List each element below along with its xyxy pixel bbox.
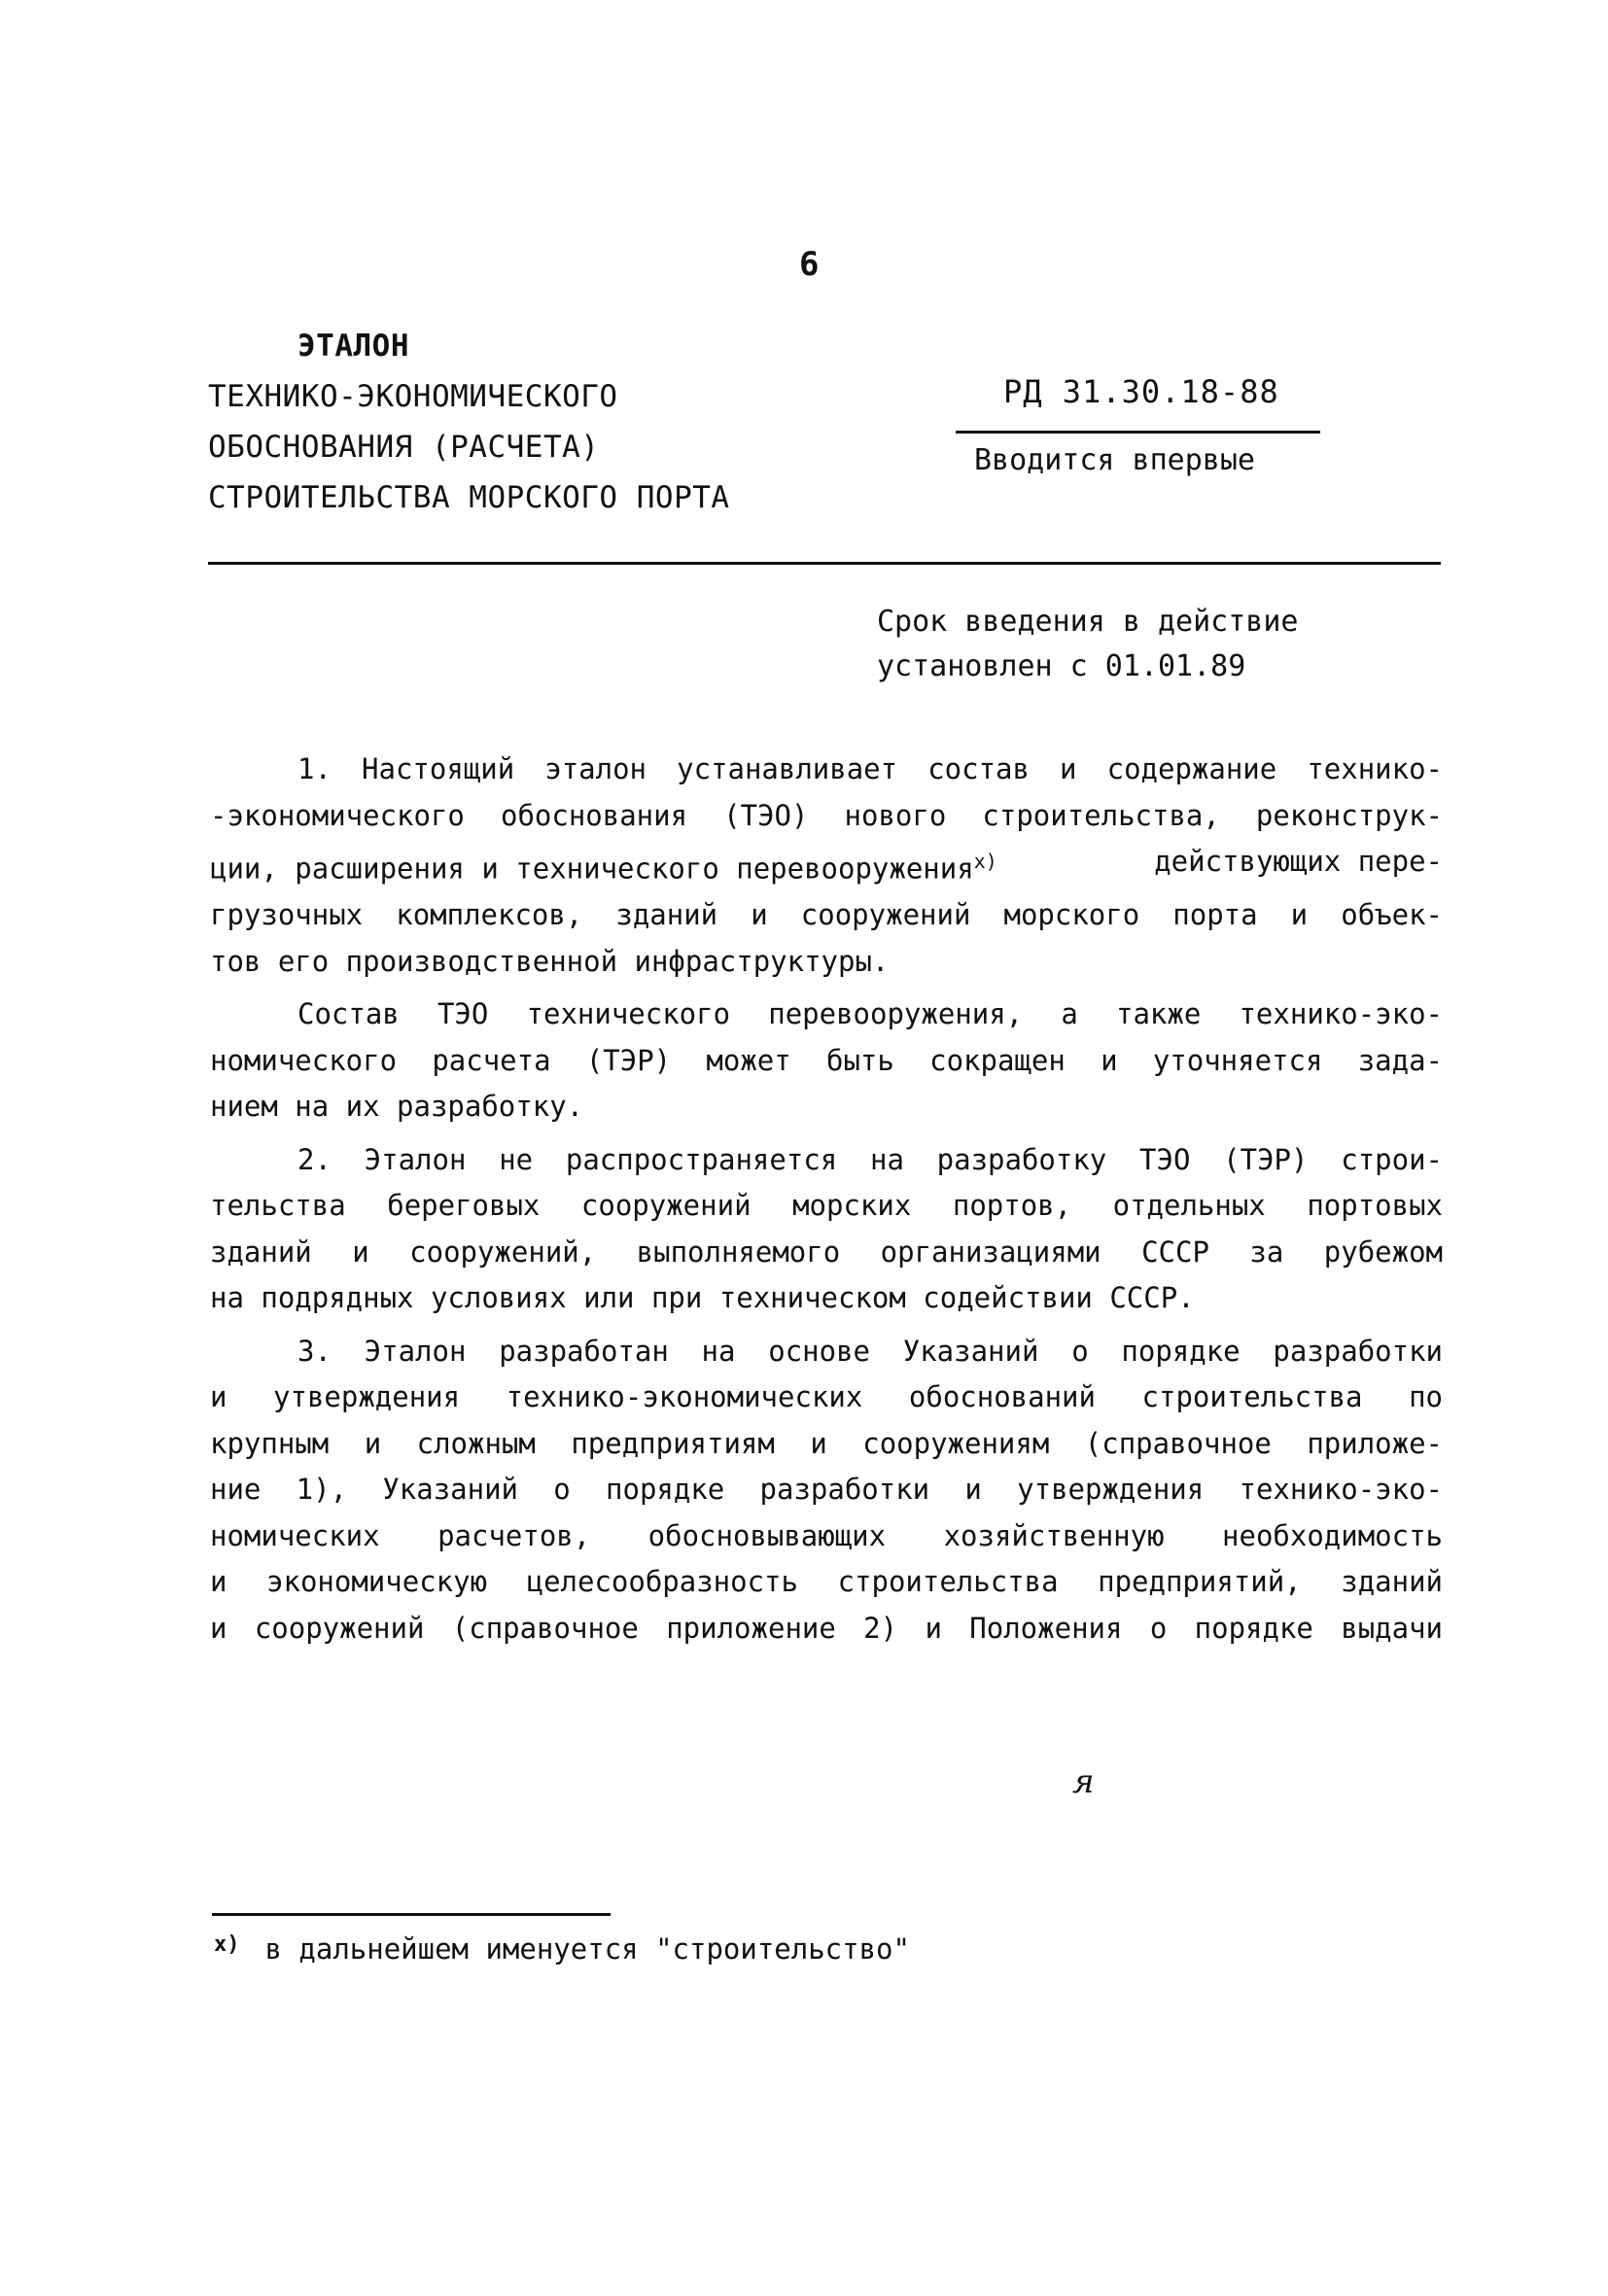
- paragraph-line: тельства береговых сооружений морских портов, отдельных портовых: [210, 1189, 1443, 1223]
- paragraph-line: номических расчетов, обосновывающих хозяйственную необходимость: [210, 1518, 1443, 1552]
- title-line: ОБОСНОВАНИЯ (РАСЧЕТА): [208, 430, 600, 465]
- page-number: 6: [799, 245, 820, 284]
- paragraph-line: нием на их разработку.: [210, 1090, 584, 1124]
- footnote-divider: [212, 1913, 611, 1916]
- body-text: [210, 747, 1443, 1652]
- paragraph-line-text: ции, расширения и технического перевооружения: [210, 852, 974, 886]
- document-title: [208, 321, 730, 523]
- footnote-marker: х): [214, 1932, 240, 1957]
- paragraph-line: грузочных комплексов, зданий и сооружений морского порта и объек-: [210, 898, 1443, 932]
- paragraph-line: и экономическую целесообразность строительства предприятий, зданий: [210, 1565, 1443, 1599]
- handwritten-correction: я: [1072, 1762, 1095, 1801]
- document-intro-note: Вводится впервые: [974, 443, 1255, 477]
- paragraph-line: 2. Эталон не распространяется на разработку ТЭО (ТЭР) строи-: [297, 1142, 1443, 1176]
- paragraph-line: крупным и сложным предприятиям и сооружениям (справочное приложе-: [210, 1426, 1443, 1460]
- paragraph-line: 3. Эталон разработан на основе Указаний о порядке разработки: [297, 1334, 1443, 1368]
- document-code: РД 31.30.18-88: [1003, 373, 1279, 410]
- paragraph-line: зданий и сооружений, выполняемого организациями СССР за рубежом: [210, 1235, 1443, 1269]
- effective-line: установлен с 01.01.89: [877, 649, 1246, 683]
- footnote-reference: х): [973, 850, 997, 873]
- paragraph-line: ние 1), Указаний о порядке разработки и утверждения технико-эко-: [210, 1473, 1443, 1507]
- paragraph-line: -экономического обоснования (ТЭО) нового строительства, реконструк-: [210, 798, 1443, 832]
- footnote: [214, 1932, 910, 1966]
- title-line: ТЕХНИКО-ЭКОНОМИЧЕСКОГО: [208, 379, 618, 414]
- paragraph-line: на подрядных условиях или при техническом содействии СССР.: [210, 1281, 1195, 1315]
- title-line: СТРОИТЕЛЬСТВА МОРСКОГО ПОРТА: [208, 480, 730, 515]
- effective-line: Срок введения в действие: [877, 605, 1299, 639]
- header-divider: [208, 562, 1441, 565]
- footnote-text: в дальнейшем именуется "строительство": [264, 1932, 910, 1966]
- paragraph-line: 1. Настоящий эталон устанавливает состав и содержание технико-: [297, 752, 1443, 785]
- effective-date-block: [877, 600, 1298, 689]
- paragraph-line: номического расчета (ТЭР) может быть сокращен и уточняется зада-: [210, 1043, 1443, 1077]
- paragraph-line-text: действующих пере-: [1154, 845, 1443, 878]
- paragraph-line: тов его производственной инфраструктуры.: [210, 944, 890, 978]
- paragraph-line: и утверждения технико-экономических обоснований строительства по: [210, 1380, 1443, 1414]
- paragraph-line: Состав ТЭО технического перевооружения, а также технико-эко-: [297, 997, 1443, 1031]
- title-line: ЭТАЛОН: [297, 329, 409, 364]
- paragraph-line: и сооружений (справочное приложение 2) и Положения о порядке выдачи: [210, 1611, 1443, 1645]
- paragraph-line: [210, 839, 1443, 892]
- document-code-underline: [956, 431, 1320, 434]
